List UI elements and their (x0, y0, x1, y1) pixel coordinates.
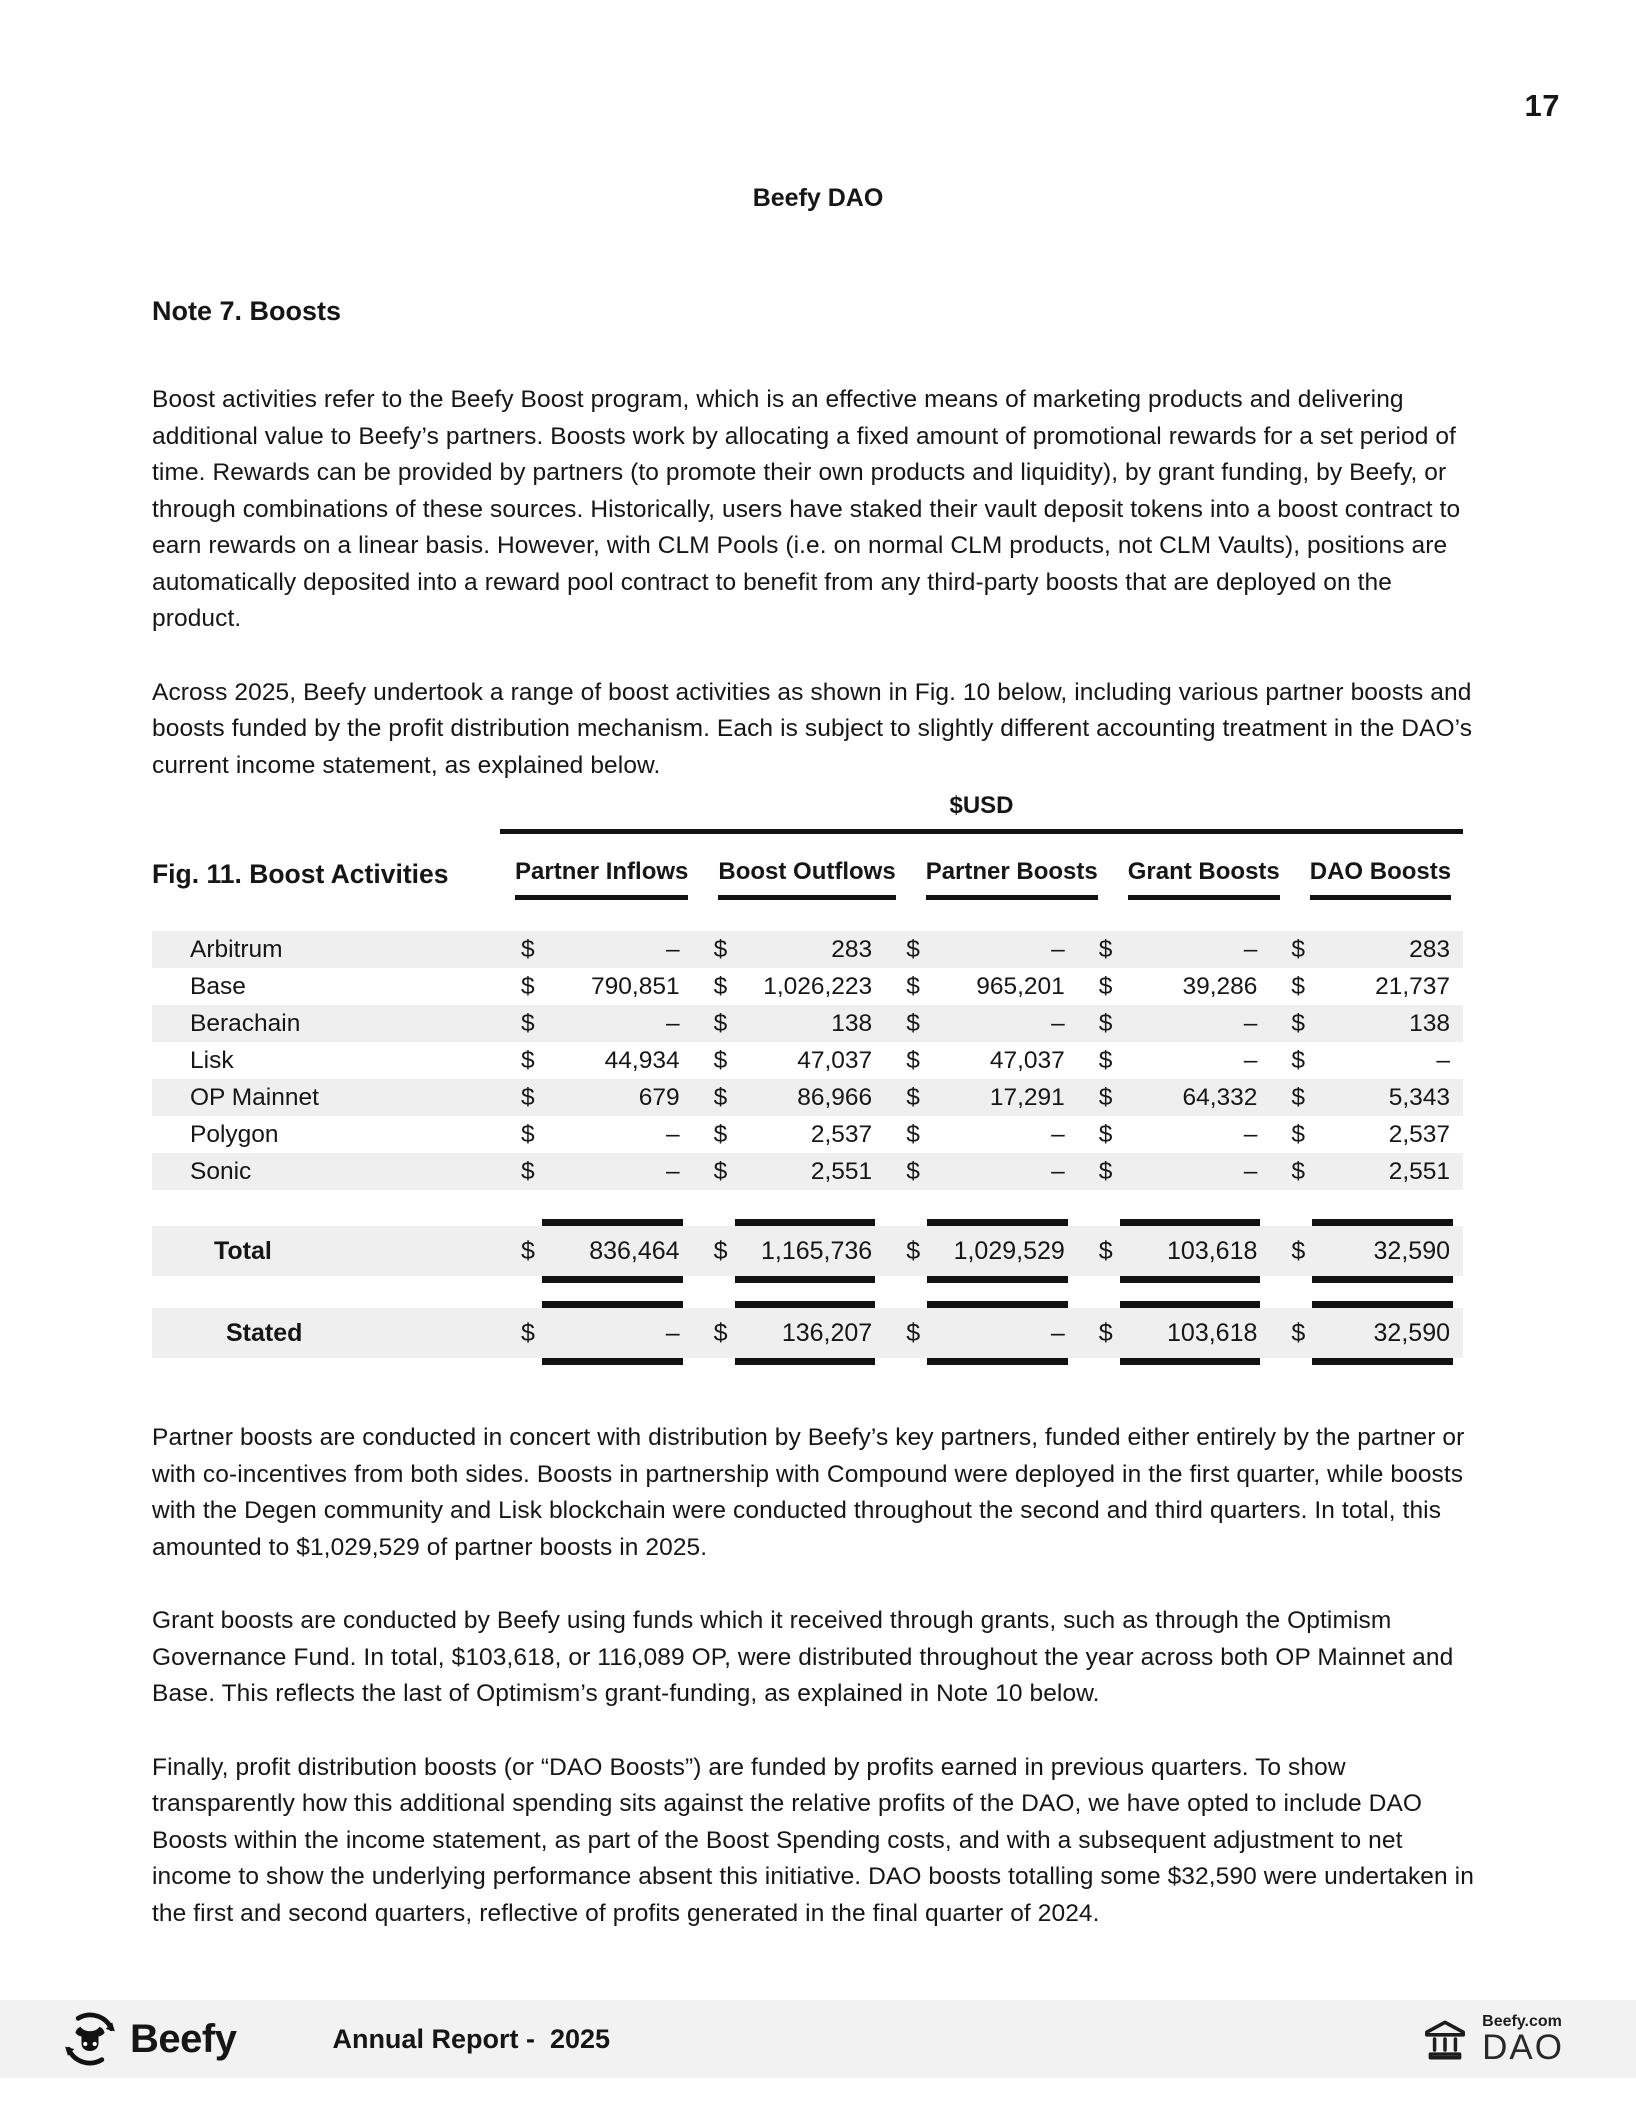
table-stated-row (152, 1308, 1463, 1358)
table-header-row (152, 858, 1463, 900)
row-label: Base (190, 972, 246, 1000)
value-cell: $ – (521, 1009, 680, 1037)
column-header-boost-outflows: Boost Outflows (703, 858, 910, 900)
boost-activities-table (152, 792, 1463, 1358)
value-cell: $ 2,551 (1291, 1157, 1450, 1185)
row-label: Polygon (190, 1120, 279, 1148)
column-header-partner-boosts: Partner Boosts (911, 858, 1113, 900)
value-cell: $ 965,201 (906, 972, 1065, 1000)
footer-dao-logo (1420, 2013, 1564, 2066)
value-cell: $ – (1291, 1046, 1450, 1074)
page-content (152, 0, 1484, 1932)
row-label: Arbitrum (190, 935, 283, 963)
value-cell: $ – (1098, 1157, 1258, 1185)
table-row-base (152, 968, 1463, 1005)
value-cell: $ 790,851 (521, 972, 680, 1000)
paragraph-boost-intro: Boost activities refer to the Beefy Boost program, which is an effective means of marketing products and delivering additional value to Beefy’s partners. Boosts work by allocating a fixed amount of promotional rewards for a set period of time. Rewards can be provided by partners (to promote their own products and liquidity), by grant funding, by Beefy, or through combinations of these sources. Historically, users have staked their vault deposit tokens into a boost contract to earn rewards on a linear basis. However, with CLM Pools (i.e. on normal CLM products, not CLM Vaults), positions are automatically deposited into a reward pool contract to benefit from any third-party boosts that are deployed on the product. (152, 386, 1461, 632)
note-heading: Note 7. Boosts (152, 296, 342, 326)
total-cell: $ 836,464 (500, 1226, 693, 1276)
table-row-arbitrum (152, 931, 1463, 968)
value-cell: $ 47,037 (906, 1046, 1065, 1074)
dao-bank-icon (1420, 2014, 1470, 2064)
row-label: Berachain (190, 1009, 301, 1037)
value-cell: $ 64,332 (1098, 1083, 1258, 1111)
value-cell: $ 21,737 (1291, 972, 1450, 1000)
currency-header: $USD (500, 792, 1463, 834)
value-cell: $ – (1098, 1120, 1258, 1148)
paragraph-dao-boosts: Finally, profit distribution boosts (or “DAO Boosts”) are funded by profits earned in previous quarters. To show transparently how this additional spending sits against the relative profits of the DAO, we have opted to include DAO Boosts within the income statement, as part of the Boost Spending costs, and with a subsequent adjustment to net income to show the underlying performance absent this initiative. DAO boosts totalling some $32,590 were undertaken in the first and second quarters, reflective of profits generated in the final quarter of 2024. (152, 1753, 1474, 1927)
table-body (152, 931, 1463, 1190)
dao-logo-label: DAO (1482, 2027, 1564, 2067)
paragraph-boost-2025: Across 2025, Beefy undertook a range of boost activities as shown in Fig. 10 below, including various partner boosts and boosts funded by the profit distribution mechanism. Each is subject to slightly different accounting treatment in the DAO’s current income statement, as explained below. (152, 678, 1473, 779)
value-cell: $ – (906, 1157, 1065, 1185)
value-cell: $ 283 (1291, 935, 1450, 963)
stated-cell: $ – (885, 1308, 1078, 1358)
stated-cell: $ – (500, 1308, 693, 1358)
value-cell: $ 17,291 (906, 1083, 1065, 1111)
value-cell: $ 44,934 (521, 1046, 680, 1074)
row-label: Lisk (190, 1046, 234, 1074)
footer-brand-name: Beefy (130, 2016, 237, 2061)
page-footer (0, 2000, 1636, 2078)
value-cell: $ – (906, 1120, 1065, 1148)
page-number: 17 (1524, 88, 1560, 123)
value-cell: $ – (906, 935, 1065, 963)
row-label: Sonic (190, 1157, 252, 1185)
value-cell: $ 47,037 (713, 1046, 873, 1074)
value-cell: $ – (1098, 1009, 1258, 1037)
value-cell: $ – (1098, 1046, 1258, 1074)
value-cell: $ 2,551 (713, 1157, 873, 1185)
value-cell: $ 138 (1291, 1009, 1450, 1037)
value-cell: $ – (521, 1157, 680, 1185)
beefy-cow-logo-icon (62, 2011, 118, 2067)
stated-cell: $ 103,618 (1078, 1308, 1271, 1358)
value-cell: $ 138 (713, 1009, 873, 1037)
value-cell: $ – (521, 935, 680, 963)
footer-report-label: Annual Report - 2025 (332, 2023, 611, 2054)
value-cell: $ 2,537 (1291, 1120, 1450, 1148)
stated-label: Stated (226, 1318, 303, 1347)
total-cell: $ 103,618 (1078, 1226, 1271, 1276)
table-row-lisk (152, 1042, 1463, 1079)
value-cell: $ 39,286 (1098, 972, 1258, 1000)
total-cell: $ 1,029,529 (885, 1226, 1078, 1276)
table-row-op-mainnet (152, 1079, 1463, 1116)
paragraph-grant-boosts: Grant boosts are conducted by Beefy using funds which it received through grants, such as through the Optimism Governance Fund. In total, $103,618, or 116,089 OP, were distributed throughout the year across both OP Mainnet and Base. This reflects the last of Optimism’s grant-funding, as explained in Note 10 below. (152, 1607, 1454, 1707)
paragraph-partner-boosts: Partner boosts are conducted in concert with distribution by Beefy’s key partners, funded either entirely by the partner or with co-incentives from both sides. Boosts in partnership with Compound were deployed in the first quarter, while boosts with the Degen community and Lisk blockchain were conducted throughout the second and third quarters. In total, this amounted to $1,029,529 of partner boosts in 2025. (152, 1424, 1465, 1561)
table-total-row (152, 1226, 1463, 1276)
value-cell: $ 1,026,223 (713, 972, 873, 1000)
value-cell: $ 679 (521, 1083, 680, 1111)
value-cell: $ 5,343 (1291, 1083, 1450, 1111)
stated-cell: $ 136,207 (693, 1308, 886, 1358)
row-label: OP Mainnet (190, 1083, 319, 1111)
value-cell: $ – (906, 1009, 1065, 1037)
column-header-grant-boosts: Grant Boosts (1113, 858, 1295, 900)
document-title: Beefy DAO (752, 184, 884, 212)
dao-logo-text (1482, 2013, 1564, 2066)
dao-logo-domain: Beefy.com (1482, 2012, 1562, 2030)
value-cell: $ – (521, 1120, 680, 1148)
table-row-sonic (152, 1153, 1463, 1190)
column-header-partner-inflows: Partner Inflows (500, 858, 703, 900)
figure-caption: Fig. 11. Boost Activities (152, 859, 449, 889)
table-row-polygon (152, 1116, 1463, 1153)
table-row-berachain (152, 1005, 1463, 1042)
column-header-dao-boosts: DAO Boosts (1295, 858, 1466, 900)
total-label: Total (214, 1236, 272, 1265)
value-cell: $ 283 (713, 935, 873, 963)
value-cell: $ – (1098, 935, 1258, 963)
total-cell: $ 32,590 (1270, 1226, 1463, 1276)
footer-brand (62, 2011, 236, 2067)
value-cell: $ 86,966 (713, 1083, 873, 1111)
stated-cell: $ 32,590 (1270, 1308, 1463, 1358)
value-cell: $ 2,537 (713, 1120, 873, 1148)
total-cell: $ 1,165,736 (693, 1226, 886, 1276)
